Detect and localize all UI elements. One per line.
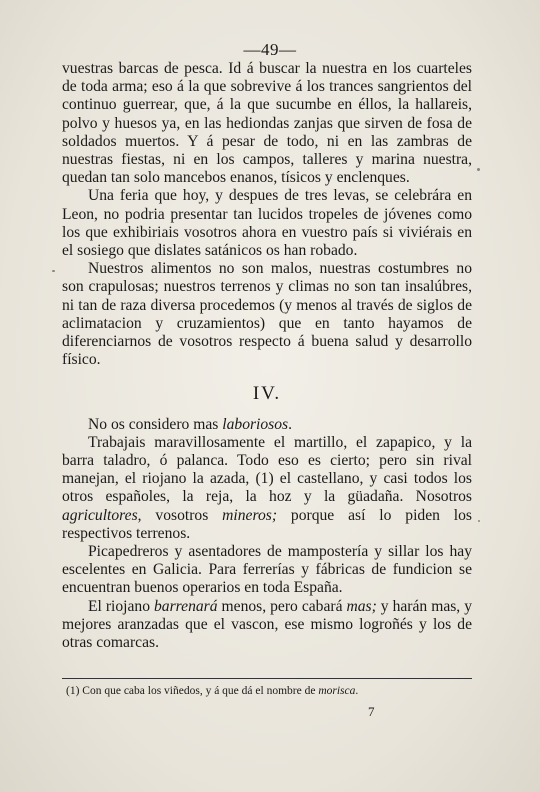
signature-mark: 7 xyxy=(368,704,375,719)
p4-emphasis-mas: mas; xyxy=(346,597,377,615)
p4-text-c: y harán mas, y mejores aranzadas que el vascon, ese mismo logroñés y los de otras comarcas. xyxy=(62,597,472,652)
p1-text-b: . xyxy=(288,415,293,433)
ink-speck xyxy=(477,168,480,171)
paragraph-alimentos: Nuestros alimentos no son malos, nuestras costumbres no son crapulosas; nuestros terrenos y climas no son tan insalúbres, ni tan de raza diversa procedemos (y menos al través de siglos de aclimatacion y cruzamientos) que en tanto hayamos de diferenciarnos de vosotros respecto á buena salud y desarrollo físico. xyxy=(62,260,472,369)
footnote xyxy=(66,684,466,698)
ink-speck xyxy=(478,520,480,522)
p2-text-c: , vosotros xyxy=(137,506,223,524)
paragraph-laboriosos xyxy=(62,416,472,434)
paragraph-riojano xyxy=(62,598,472,653)
p4-emphasis-barrenara: barrenará xyxy=(154,597,218,615)
page-number: —49— xyxy=(243,40,297,59)
p1-text-a: No os considero mas xyxy=(88,415,223,433)
p2-text-b: Nosotros xyxy=(403,488,472,506)
footnote-text-b: . xyxy=(355,685,359,697)
paragraph-picapedreros: Picapedreros y asentadores de mampostería y sillar los hay escelentes en Galicia. Para ferrerías y fábricas de fundicion se encuentran buenos operarios en toda España. xyxy=(62,543,472,597)
p2-emphasis-agricultores: agricultores xyxy=(62,506,138,524)
p1-emphasis: laboriosos xyxy=(222,415,289,433)
p2-text-d: porque así lo piden los respectivos terrenos. xyxy=(62,506,472,542)
footnote-rule xyxy=(62,678,472,679)
paragraph-trabajais xyxy=(62,434,472,543)
section-heading: IV. xyxy=(252,383,282,405)
body-text xyxy=(62,60,472,652)
paragraph-feria: Una feria que hoy, y despues de tres levas, se celebrára en Leon, no podria presentar tan lucidos tropeles de jóvenes como los que exhibiriais vosotros ahora en vuestro país si viviérais en el sosiego que dislates satánicos os han robado. xyxy=(62,187,472,260)
p4-text-a: El riojano xyxy=(88,597,154,615)
p2-text: Trabajais maravillosamente el martillo, el zapapico, y la barra taladro, ó palanca. Todo eso es cierto; pero sin rival manejan, el riojano la azada, (1) el castellano, y casi todos los otros españoles, la reja, la hoz y la güadaña. xyxy=(62,433,472,506)
p4-text-b: menos, pero cabará xyxy=(217,597,347,615)
footnote-text-a: Con que caba los viñedos, y á que dá el nombre de xyxy=(79,685,319,697)
footnote-marker: (1) xyxy=(66,685,80,697)
p2-emphasis-mineros: mineros; xyxy=(222,506,278,524)
footnote-emphasis: morisca xyxy=(318,685,356,697)
ink-speck xyxy=(52,270,55,272)
paragraph-continued: vuestras barcas de pesca. Id á buscar la nuestra en los cuarteles de toda arma; eso á la que sobrevive á los trances sangrientos del continuo guerrear, que, á la que sucumbe en éllos, la hallareis, polvo y huesos ya, en las hediondas zanjas que sirven de fosa de soldados muertos. Y á pesar de todo, ni en las zambras de nuestras fiestas, ni en los campos, talleres y marina nuestra, quedan tan solo mancebos enanos, tísicos y enclenques. xyxy=(62,60,472,187)
